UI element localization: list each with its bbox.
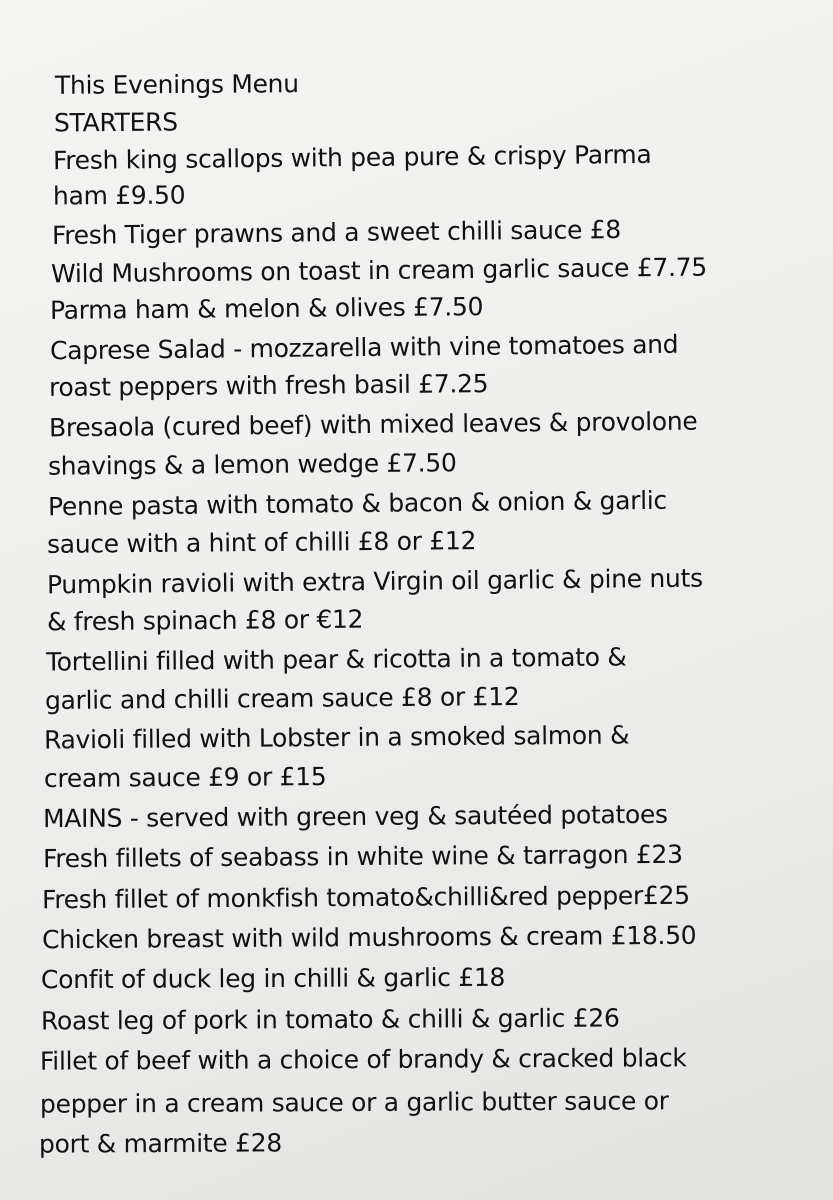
menu-line: Bresaola (cured beef) with mixed leaves & provolone — [48, 406, 698, 443]
menu-line: Wild Mushrooms on toast in cream garlic sauce £7.75 — [50, 252, 708, 289]
menu-line: Fresh Tiger prawns and a sweet chilli sauce £8 — [51, 215, 622, 250]
menu-line: Fresh fillet of monkfish tomato&chilli&red pepper£25 — [41, 880, 690, 915]
mains-heading: MAINS - served with green veg & sautéed potatoes — [42, 799, 668, 834]
menu-line: port & marmite £28 — [38, 1128, 282, 1159]
menu-line: Tortellini filled with pear & ricotta in a tomato & — [45, 642, 627, 677]
menu-line: Pumpkin ravioli with extra Virgin oil garlic & pine nuts — [46, 563, 703, 600]
menu-line: Fresh fillets of seabass in white wine & tarragon £23 — [42, 839, 683, 874]
menu-line: pepper in a cream sauce or a garlic butter sauce or — [39, 1086, 669, 1119]
menu-line: cream sauce £9 or £15 — [43, 762, 327, 793]
menu-line: shavings & a lemon wedge £7.50 — [47, 448, 457, 481]
menu-line: roast peppers with fresh basil £7.25 — [48, 369, 489, 402]
menu-line: Confit of duck leg in chilli & garlic £18 — [40, 962, 506, 995]
menu-line: Ravioli filled with Lobster in a smoked salmon & — [43, 720, 630, 755]
menu-line: Roast leg of pork in tomato & chilli & garlic £26 — [40, 1003, 620, 1036]
menu-line: sauce with a hint of chilli £8 or £12 — [46, 526, 477, 559]
menu-line: Parma ham & melon & olives £7.50 — [49, 292, 484, 325]
menu-line: Penne pasta with tomato & bacon & onion & garlic — [47, 485, 668, 522]
menu-line: garlic and chilli cream sauce £8 or £12 — [44, 681, 520, 716]
menu-line: Fresh king scallops with pea pure & crispy Parma — [52, 139, 652, 176]
menu-line: Chicken breast with wild mushrooms & cream £18.50 — [41, 920, 697, 955]
menu-line: & fresh spinach £8 or €12 — [46, 604, 364, 637]
menu-line: Caprese Salad - mozzarella with vine tomatoes and — [49, 329, 679, 366]
menu-title: This Evenings Menu — [54, 69, 299, 100]
starters-heading: STARTERS — [53, 107, 178, 138]
menu-line: Fillet of beef with a choice of brandy & cracked black — [39, 1043, 687, 1076]
menu-line: ham £9.50 — [52, 180, 186, 211]
